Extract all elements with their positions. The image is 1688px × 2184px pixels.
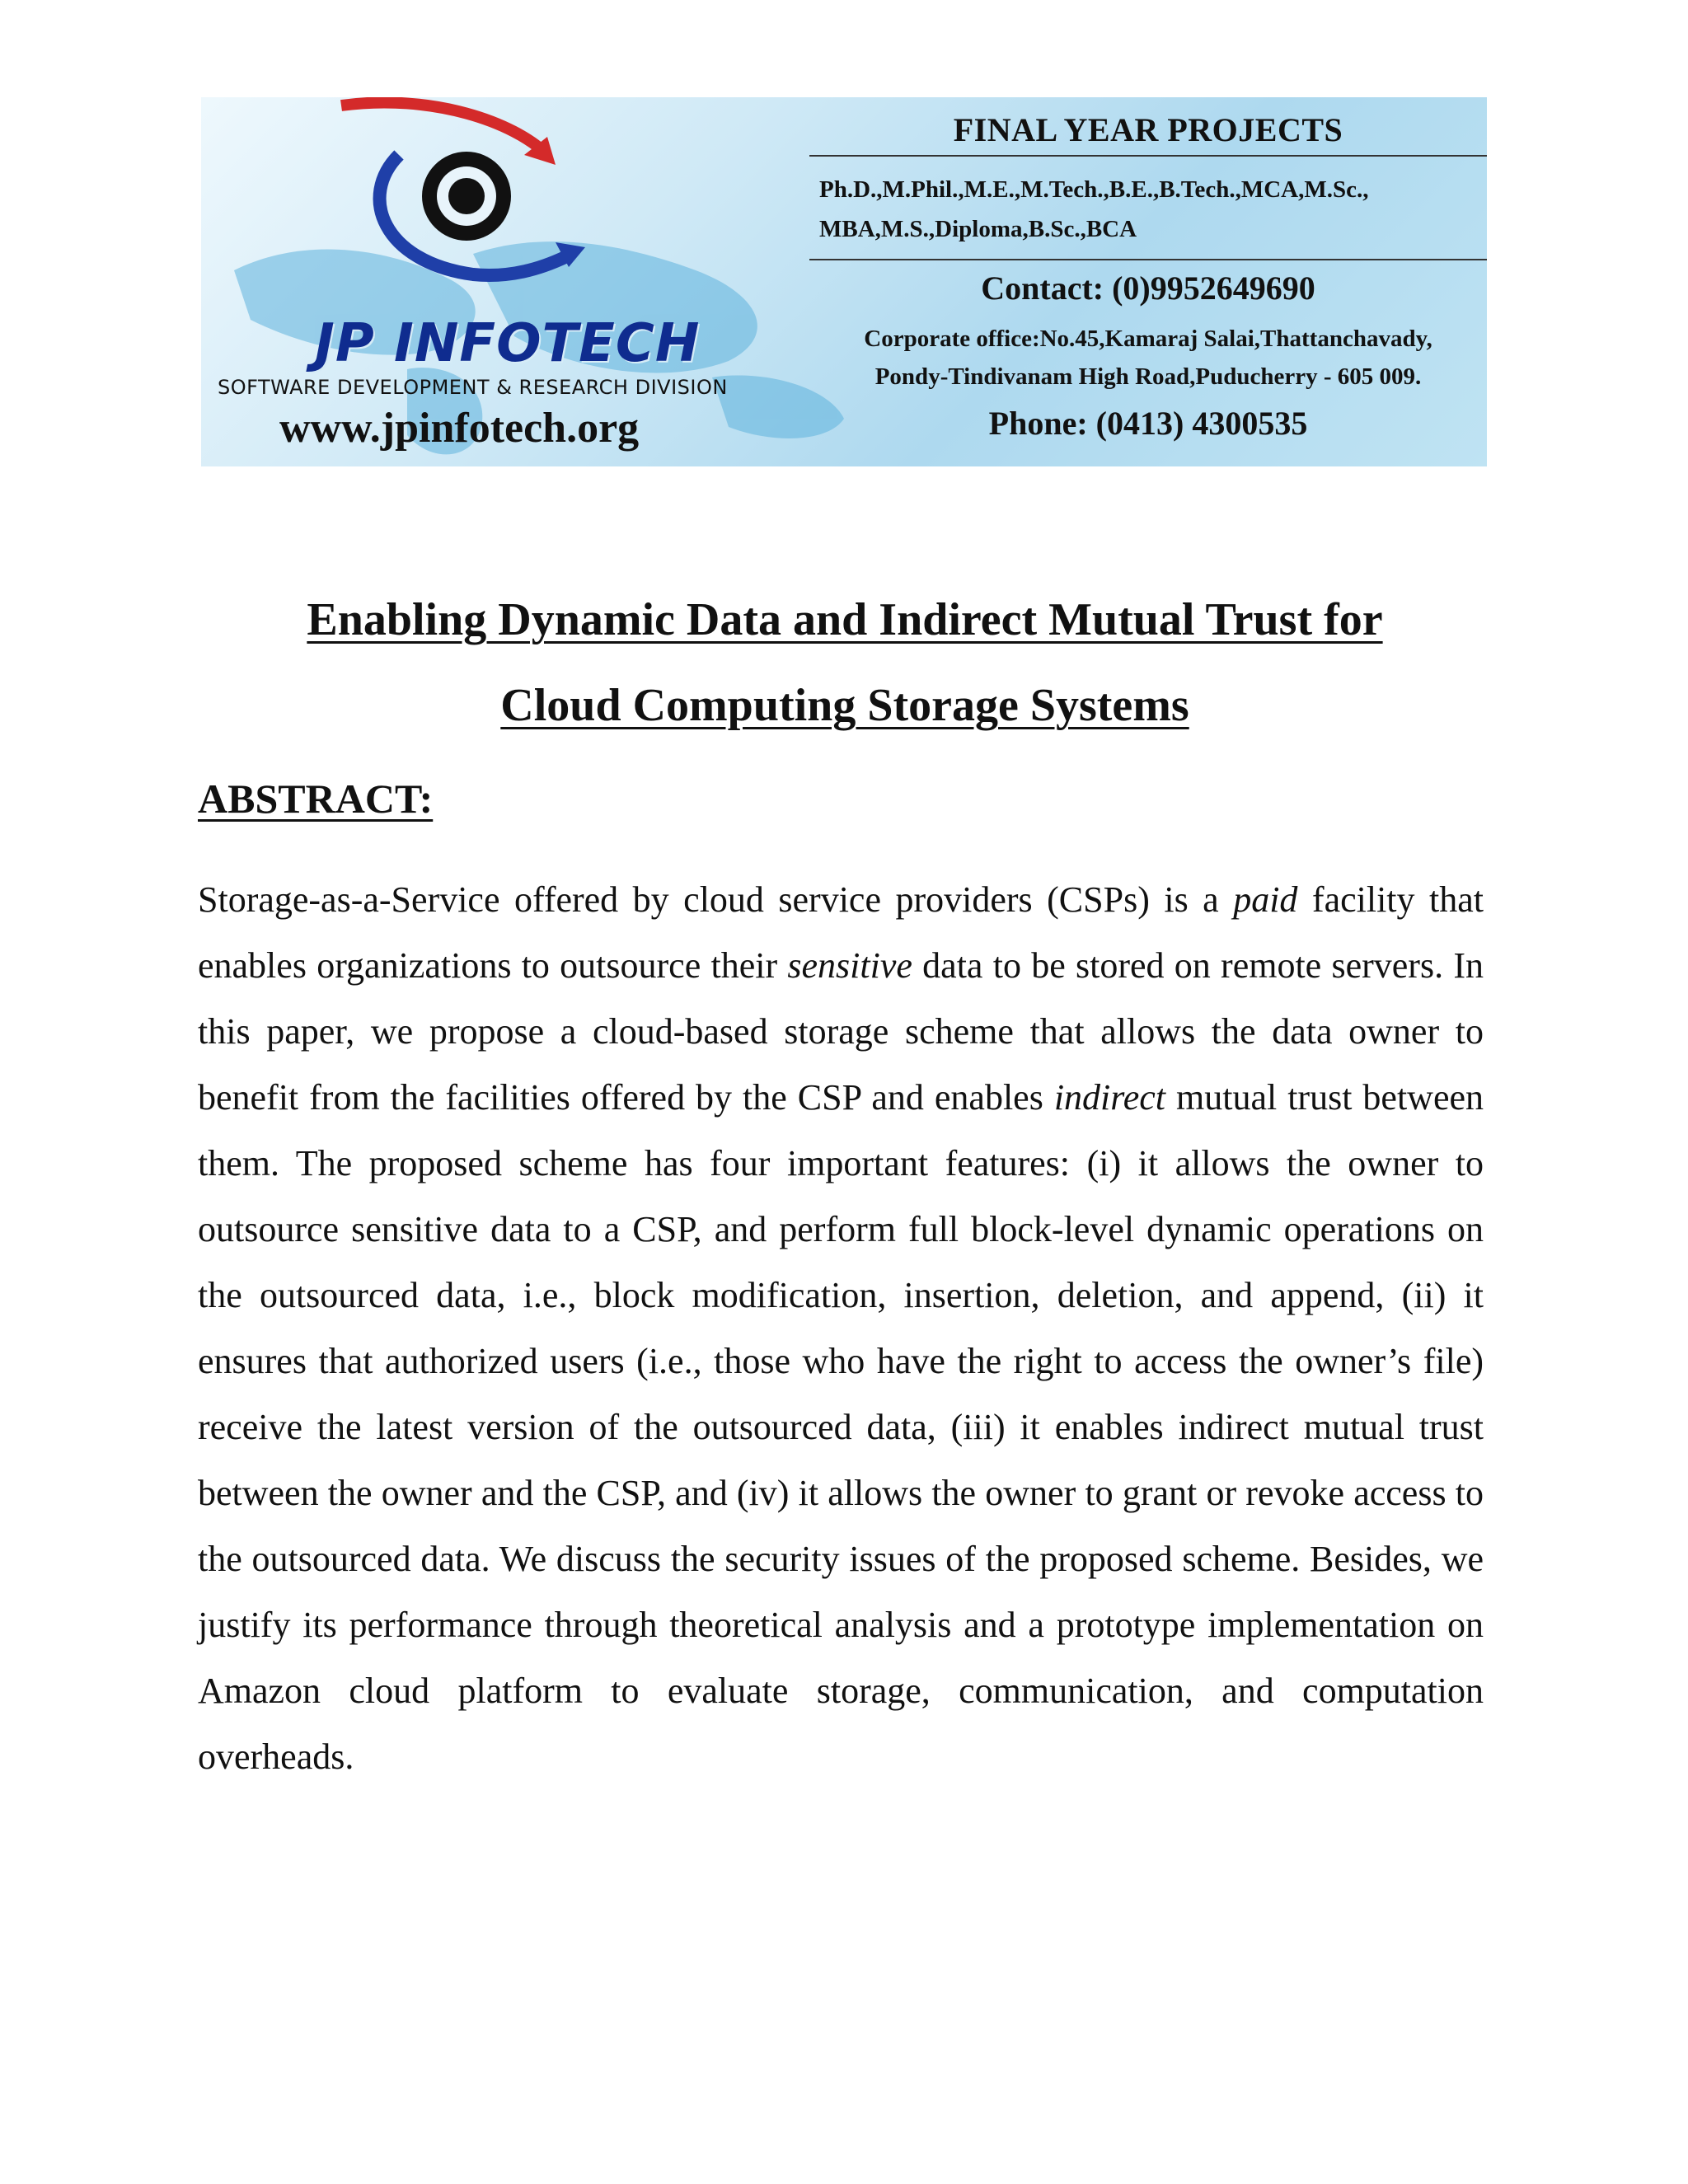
phone-number: Phone: (0413) 4300535 [988, 405, 1308, 442]
title-line-2: Cloud Computing Storage Systems [500, 680, 1189, 731]
degrees-line-2: MBA,M.S.,Diploma,B.Sc.,BCA [819, 216, 1137, 242]
paper-title [198, 577, 1492, 748]
brand-name: JP INFOTECH [315, 313, 701, 374]
title-line-1: Enabling Dynamic Data and Indirect Mutual Trust for [307, 594, 1383, 645]
banner-heading: FINAL YEAR PROJECTS [953, 111, 1343, 148]
degrees-line-1: Ph.D.,M.Phil.,M.E.,M.Tech.,B.E.,B.Tech.,MCA,M.Sc., [819, 176, 1369, 203]
contact-number: Contact: (0)9952649690 [981, 269, 1315, 307]
website-link[interactable]: www.jpinfotech.org [279, 405, 640, 452]
address-line-2: Pondy-Tindivanam High Road,Puducherry - 605 009. [874, 363, 1422, 390]
degrees-list [819, 170, 1479, 249]
abstract-emphasis: paid [1233, 879, 1298, 920]
banner-divider [809, 155, 1487, 157]
division-tagline: SOFTWARE DEVELOPMENT & RESEARCH DIVISION [218, 376, 728, 399]
target-logo-icon [308, 97, 654, 303]
address-line-1: Corporate office:No.45,Kamaraj Salai,Thattanchavady, [864, 326, 1432, 352]
abstract-emphasis: sensitive [787, 945, 912, 986]
abstract-text: facility that enables organizations to outsource their [198, 879, 1484, 986]
abstract-text: data to be stored on remote servers. In this paper, we propose a cloud-based storage scheme that allows the data owner to benefit from the facilities offered by the CSP and enables [198, 945, 1484, 1118]
abstract-text: mutual trust between them. The proposed scheme has four important features: (i) it allows the owner to outsource sensitive data to a CSP, and perform full block-level dynamic operations on the outsourced data, i.e., block modification, insertion, deletion, and append, (ii) it ensures that authorized users (i.e., those who have the right to access the owner’s file) receive the latest version of the outsourced data, (iii) it enables indirect mutual trust between the owner and the CSP, and (iv) it allows the owner to grant or revoke access to the outsourced data. We discuss the security issues of the proposed scheme. Besides, we justify its performance through theoretical analysis and a prototype implementation on Amazon cloud platform to evaluate storage, communication, and computation overheads. [198, 1077, 1484, 1777]
abstract-body [198, 867, 1484, 1790]
office-address [809, 320, 1487, 396]
abstract-text: Storage-as-a-Service offered by cloud service providers (CSPs) is a [198, 879, 1234, 920]
header-banner [201, 97, 1487, 466]
abstract-emphasis: indirect [1053, 1077, 1166, 1118]
abstract-heading: ABSTRACT: [198, 776, 434, 822]
banner-divider [809, 259, 1487, 260]
banner-info-panel [809, 97, 1487, 466]
